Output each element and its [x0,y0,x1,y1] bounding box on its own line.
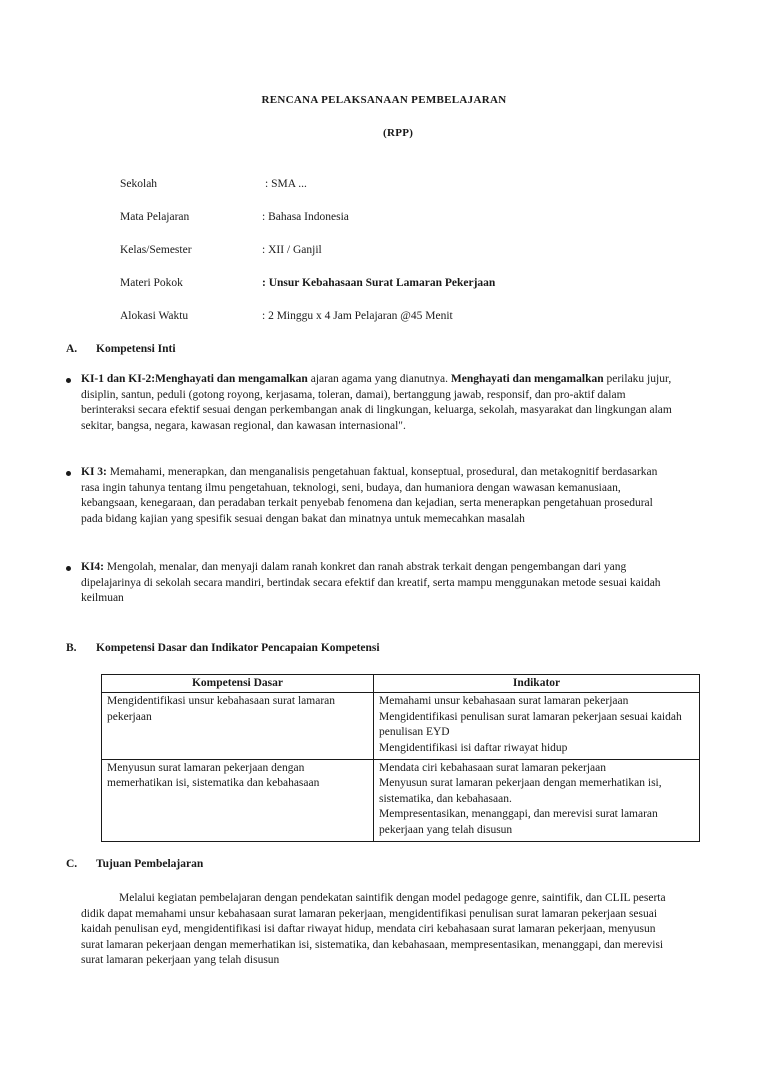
ki-text: ajaran agama yang dianutnya. [307,373,451,385]
ki-text: Memahami, menerapkan, dan menganalisis pengetahuan faktual, konseptual, prosedural, dan metakognitif berdasarkan rasa ingin tahunya tentang ilmu pengetahuan, teknologi, seni, budaya, dan humaniora dengan wawasan kemanusiaan, kebangsaan, kenegaraan, dan peradaban terkait penyebab fenomena dan kejadian, serta menerapkan pengetahuan prosedural pada bidang kajian yang spesifik sesuai dengan bakat dan minatnya untuk memecahkan masalah [81,466,658,525]
indikator-item: Mendata ciri kebahasaan surat lamaran pekerjaan [379,762,607,775]
indikator-item: Memahami unsur kebahasaan surat lamaran pekerjaan [379,695,629,708]
identity-value: : SMA ... [265,178,307,190]
ki-lead: KI4: [81,561,104,573]
identity-label: Kelas/Semester [120,244,192,256]
indikator-item: Mengidentifikasi isi daftar riwayat hidup [379,741,568,754]
table-cell-indikator [374,760,700,842]
ki-item-1 [81,372,676,434]
section-letter-b: B. [66,642,77,654]
section-title-kompetensi-dasar: Kompetensi Dasar dan Indikator Pencapaian Kompetensi [96,642,380,654]
ki-bold: Menghayati dan mengamalkan [450,373,604,385]
section-letter-c: C. [66,858,78,870]
bullet-icon [66,471,71,476]
table-header-row [102,675,700,693]
table-header-kompetensi-dasar: Kompetensi Dasar [102,675,374,693]
tujuan-paragraph [81,891,679,969]
document-subtitle: (RPP) [383,127,414,139]
table-cell-kd: Mengidentifikasi unsur kebahasaan surat lamaran pekerjaan [102,693,374,760]
identity-value: : Bahasa Indonesia [262,211,349,223]
identity-label: Mata Pelajaran [120,211,190,223]
kompetensi-table [101,674,700,842]
section-letter-a: A. [66,343,78,355]
identity-value: : Unsur Kebahasaan Surat Lamaran Pekerjaan [262,277,496,289]
ki-item-4 [81,560,676,607]
section-title-tujuan-pembelajaran: Tujuan Pembelajaran [96,858,204,870]
tujuan-text: Melalui kegiatan pembelajaran dengan pendekatan saintifik dengan model pedagoge genre, saintifik, dan CLIL peserta didik dapat memahami unsur kebahasaan surat lamaran pekerjaan, mengidentifikasi penulisan surat lamaran pekerjaan sesuai kaidah penulisan eyd, mengidentifikasi isi daftar riwayat hidup, mendata ciri kebahasaan surat lamaran pekerjaan, menyusun surat lamaran pekerjaan dengan memerhatikan isi, sistematika, dan kebahasaan, mempresentasikan, menanggapi, dan merevisi surat lamaran pekerjaan yang telah disusun [81,892,666,967]
ki-lead: KI 3: [81,466,107,478]
bullet-icon [66,378,71,383]
section-title-kompetensi-inti: Kompetensi Inti [96,343,176,355]
indikator-item: Menyusun surat lamaran pekerjaan dengan memerhatikan isi, sistematika, dan kebahasaan. [379,777,662,805]
ki-lead: KI-1 dan KI-2:Menghayati dan mengamalkan [81,373,308,385]
table-cell-kd: Menyusun surat lamaran pekerjaan dengan memerhatikan isi, sistematika dan kebahasaan [102,760,374,842]
ki-text: Mengolah, menalar, dan menyaji dalam ranah konkret dan ranah abstrak terkait dengan pengembangan dari yang dipelajarinya di sekolah secara mandiri, bertindak secara efektif dan kreatif, serta mampu menggunakan metode sesuai kaidah keilmuan [81,561,661,605]
identity-label: Sekolah [120,178,158,190]
identity-label: Materi Pokok [120,277,183,289]
indikator-item: Mengidentifikasi penulisan surat lamaran pekerjaan sesuai kaidah penulisan EYD [379,710,682,739]
table-row [102,760,700,842]
identity-label: Alokasi Waktu [120,310,189,322]
identity-value: : 2 Minggu x 4 Jam Pelajaran @45 Menit [262,310,453,322]
table-row [102,693,700,760]
document-title: RENCANA PELAKSANAAN PEMBELAJARAN [261,94,507,106]
identity-value: : XII / Ganjil [262,244,322,256]
indikator-item: Mempresentasikan, menanggapi, dan merevisi surat lamaran pekerjaan yang telah disusun [379,808,658,836]
bullet-icon [66,566,71,571]
table-header-indikator: Indikator [374,675,700,693]
table-cell-indikator [374,693,700,760]
ki-text: perilaku jujur, disiplin, santun, peduli (gotong royong, kerjasama, toleran, damai), bertanggung jawab, responsif, dan pro-aktif dalam berinteraksi secara efektif sesuai dengan perkembangan anak di lingkungan, keluarga, sekolah, masyarakat dan lingkungan alam sekitar, bangsa, negara, kawasan regional, dan kawasan internasional". [81,373,672,432]
ki-item-3 [81,465,676,527]
